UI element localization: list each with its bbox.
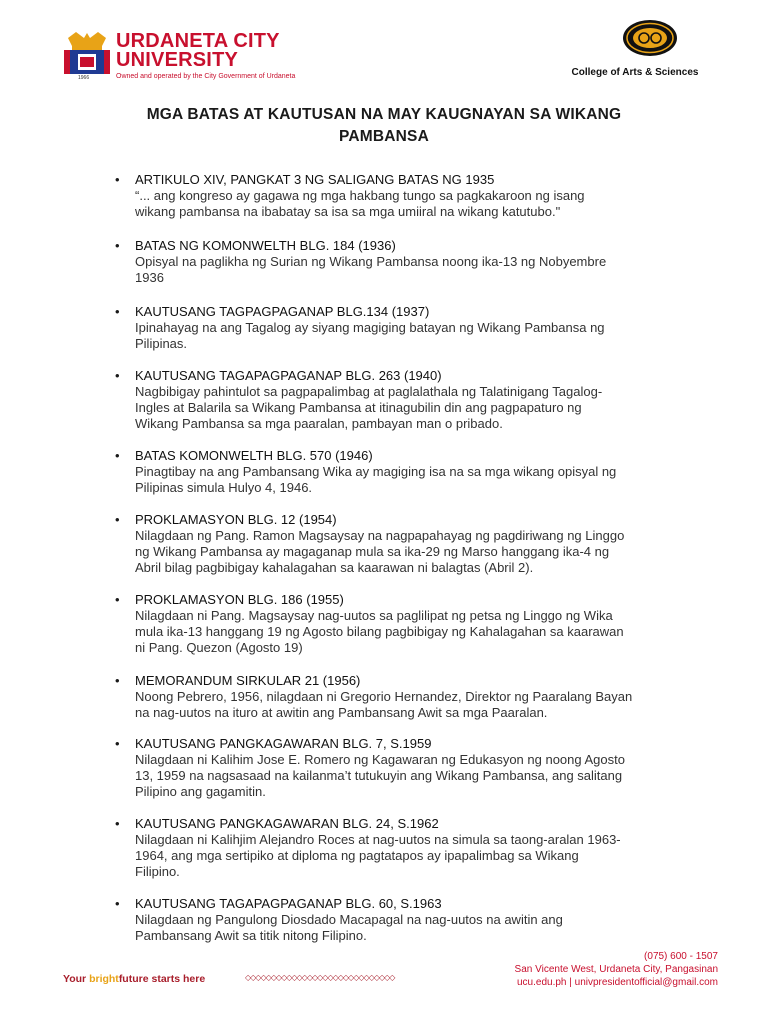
law-heading: PROKLAMASYON BLG. 12 (1954) [135,512,337,527]
law-item [115,238,715,304]
law-heading: KAUTUSANG TAGAPAGPAGANAP BLG. 60, S.1963 [135,896,442,911]
university-name: URDANETA CITY UNIVERSITY [116,30,280,71]
bullet-icon: • [115,238,120,253]
law-item [115,673,715,736]
bullet-icon: • [115,816,120,831]
law-desc-line: “... ang kongreso ay gagawa ng mga hakbang tungo sa pagkakaroon ng isang [135,188,585,203]
law-desc-line: 1936 [135,270,164,285]
law-item [115,368,715,448]
law-desc-line: Pambansang Awit sa titik nitong Filipino. [135,928,367,943]
bullet-icon: • [115,673,120,688]
bullet-icon: • [115,448,120,463]
university-logo [62,30,352,86]
law-desc-line: Nilagdaan ng Pangulong Diosdado Macapagal na nag-uutos na awitin ang [135,912,563,927]
law-desc-line: Nagbibigay pahintulot sa pagpapalimbag at paglalathala ng Talatinigang Tagalog- [135,384,603,399]
law-desc-line: Pilipinas. [135,336,188,351]
law-item [115,172,715,238]
law-desc-line: Filipino. [135,864,180,879]
law-desc-line: ni Pang. Quezon (Agosto 19) [135,640,303,655]
footer-contact [515,950,718,989]
bullet-icon: • [115,736,120,751]
founding-year: 1966 [78,75,90,81]
footer-slogan: Your brightfuture starts here [63,973,206,985]
law-heading: KAUTUSANG TAGPAGPAGANAP BLG.134 (1937) [135,304,430,319]
law-heading: MEMORANDUM SIRKULAR 21 (1956) [135,673,361,688]
bullet-icon: • [115,512,120,527]
law-item [115,512,715,592]
bullet-icon: • [115,368,120,383]
law-desc-line: Nilagdaan ni Pang. Magsaysay nag-uutos sa paglilipat ng petsa ng Linggo ng Wika [135,608,613,623]
college-seal-icon [622,19,678,57]
law-heading: BATAS NG KOMONWELTH BLG. 184 (1936) [135,238,396,253]
law-desc-line: 13, 1959 na nagsasaad na kailanma’t tutukuyin ang Wikang Pambansa, ang salitang [135,768,623,783]
law-item [115,896,715,946]
law-item [115,736,715,816]
law-desc-line: Opisyal na paglikha ng Surian ng Wikang Pambansa noong ika-13 ng Nobyembre [135,254,607,269]
law-heading: KAUTUSANG PANGKAGAWARAN BLG. 7, S.1959 [135,736,432,751]
law-desc-line: na nag-uutos na ituro at awitin ang Pambansang Awit sa mga Paaralan. [135,705,548,720]
law-desc-line: Noong Pebrero, 1956, nilagdaan ni Gregorio Hernandez, Direktor ng Paaralang Bayan [135,689,633,704]
law-desc-line: Ipinahayag na ang Tagalog ay siyang magiging batayan ng Wikang Pambansa ng [135,320,605,335]
law-desc-line: wikang pambansa na ibabatay sa isa sa mga umiiral na wikang katutubo." [135,204,561,219]
bullet-icon: • [115,592,120,607]
law-item [115,448,715,512]
law-item [115,816,715,896]
footer-pattern: ◇◇◇◇◇◇◇◇◇◇◇◇◇◇◇◇◇◇◇◇◇◇◇◇◇◇◇◇◇ [245,973,395,982]
law-desc-line: Pinagtibay na ang Pambansang Wika ay magiging isa na sa mga wikang opisyal ng [135,464,617,479]
law-desc-line: Pilipino ang gagamitin. [135,784,266,799]
law-desc-line: mula ika-13 hanggang 19 ng Agosto bilang pagbibigay ng Kahalagahan sa kaarawan [135,624,624,639]
law-heading: KAUTUSANG PANGKAGAWARAN BLG. 24, S.1962 [135,816,439,831]
document-title: MGA BATAS AT KAUTUSAN NA MAY KAUGNAYAN SA WIKANG PAMBANSA [146,106,622,145]
slogan-accent: bright [89,973,119,985]
law-desc-line: Nilagdaan ng Pang. Ramon Magsaysay na nagpapahayag ng pagdiriwang ng Linggo [135,528,625,543]
law-desc-line: Abril bilag pagbibigay kahalagahan sa kaarawan ni balagtas (Abril 2). [135,560,534,575]
law-desc-line: Wikang Pambansa sa mga paaralan, pambayan man o pribado. [135,416,503,431]
college-name: College of Arts & Sciences [571,67,699,78]
university-tagline: Owned and operated by the City Government of Urdaneta [116,73,296,80]
bullet-icon: • [115,172,120,187]
law-desc-line: Ingles at Balarila sa Wikang Pambansa at itinagubilin din ang pagpapaturo ng [135,400,582,415]
law-desc-line: 1964, ang mga sertipiko at diploma ng pagtatapos ay ipapalimbag sa Wikang [135,848,579,863]
contact-web: ucu.edu.ph | univpresidentofficial@gmail.com [516,977,718,988]
law-list [115,172,715,946]
bullet-icon: • [115,304,120,319]
law-heading: KAUTUSANG TAGAPAGPAGANAP BLG. 263 (1940) [135,368,442,383]
contact-address: San Vicente West, Urdaneta City, Pangasinan [514,964,718,975]
law-desc-line: ng Wikang Pambansa ay magaganap mula sa ika-29 ng Marso hanggang ika-4 ng [135,544,610,559]
law-item [115,592,715,673]
law-desc-line: Nilagdaan ni Kalihim Jose E. Romero ng Kagawaran ng Edukasyon ng noong Agosto [135,752,625,767]
law-heading: ARTIKULO XIV, PANGKAT 3 NG SALIGANG BATAS NG 1935 [135,172,495,187]
law-desc-line: Pilipinas simula Hulyo 4, 1946. [135,480,313,495]
law-heading: PROKLAMASYON BLG. 186 (1955) [135,592,344,607]
law-heading: BATAS KOMONWELTH BLG. 570 (1946) [135,448,373,463]
bullet-icon: • [115,896,120,911]
law-desc-line: Nilagdaan ni Kalihjim Alejandro Roces at nag-uutos na simula sa taong-aralan 1963- [135,832,621,847]
contact-phone: (075) 600 - 1507 [644,951,718,962]
law-item [115,304,715,368]
